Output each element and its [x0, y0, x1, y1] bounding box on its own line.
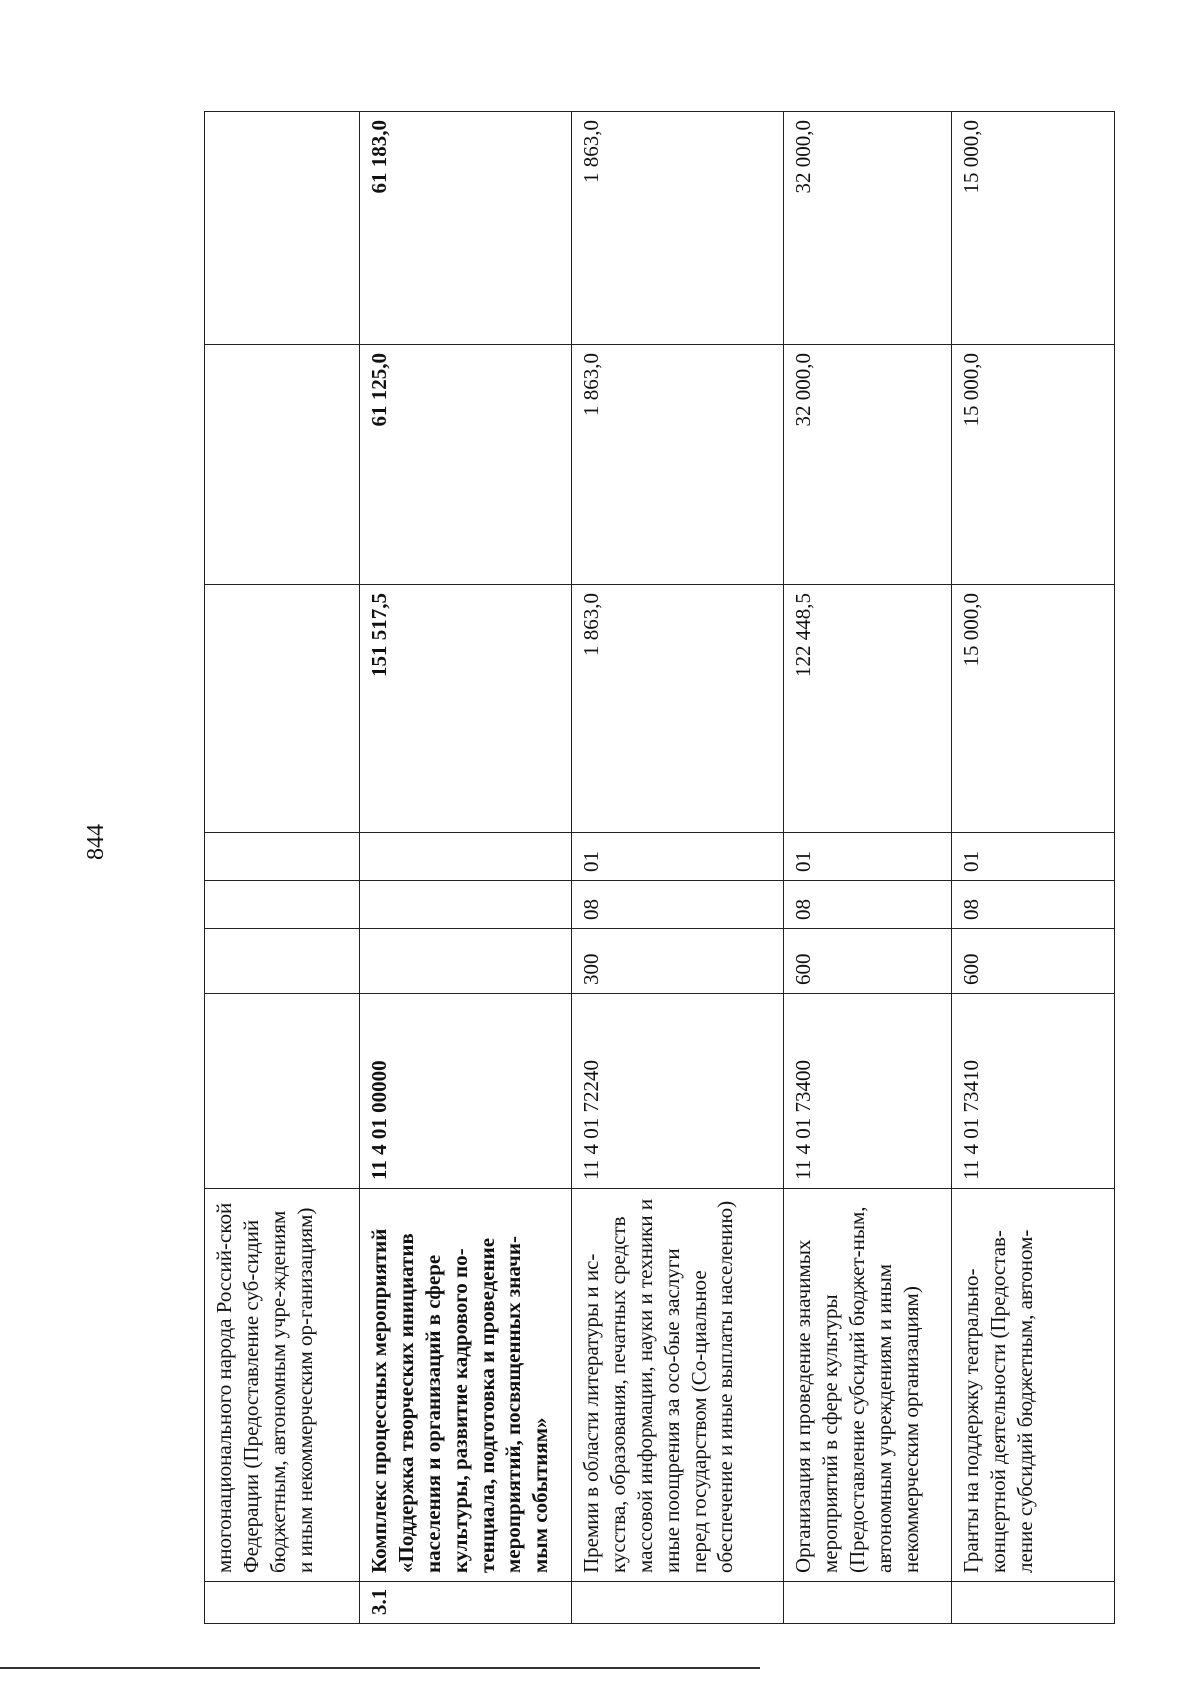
row-vr-code: 600: [952, 929, 1115, 994]
table-row: [360, 112, 572, 1624]
row-rz-code: 08: [784, 881, 952, 929]
bottom-rule-line: [0, 1667, 760, 1669]
budget-table-rotated: [204, 112, 1114, 1624]
row-name: Комплекс процессных мероприятий «Поддержка творческих инициатив населения и организаций в сфере культуры, развитие кадрового по-тенциала, подготовка и проведение мероприятий, посвященных значи-мым событиям»: [360, 1189, 572, 1582]
budget-table: [204, 111, 1115, 1624]
row-amount-year-2: 32 000,0: [784, 345, 952, 585]
row-amount-year-1: 1 863,0: [572, 585, 784, 833]
row-amount-year-1: 151 517,5: [360, 585, 572, 833]
row-amount-year-2: [205, 345, 360, 585]
row-vr-code: [205, 929, 360, 994]
row-amount-year-1: 15 000,0: [952, 585, 1115, 833]
row-number: [784, 1582, 952, 1624]
table-row: [572, 112, 784, 1624]
row-name: Организация и проведение значимых мероприятий в сфере культуры (Предоставление субсидий бюджет-ным, автономным учреждениям и иным некоммерческим организациям): [784, 1189, 952, 1582]
row-pr-code: 01: [572, 833, 784, 881]
row-rz-code: [360, 881, 572, 929]
row-csr-code: 11 4 01 73410: [952, 994, 1115, 1189]
row-amount-year-1: 122 448,5: [784, 585, 952, 833]
row-name: Гранты на поддержку театрально-концертной деятельности (Предостав-ление субсидий бюджетным, автоном-: [952, 1189, 1115, 1582]
table-row: [952, 112, 1115, 1624]
row-name: многонационального народа Россий-ской Федерации (Предоставление суб-сидий бюджетным, автономным учре-ждениям и иным некоммерческим ор-ганизациям): [205, 1189, 360, 1582]
row-number: 3.1: [360, 1582, 572, 1624]
row-amount-year-3: 32 000,0: [784, 112, 952, 345]
row-amount-year-3: 61 183,0: [360, 112, 572, 345]
row-pr-code: 01: [784, 833, 952, 881]
row-vr-code: 300: [572, 929, 784, 994]
row-csr-code: 11 4 01 00000: [360, 994, 572, 1189]
row-number: [572, 1582, 784, 1624]
row-number: [205, 1582, 360, 1624]
row-pr-code: [360, 833, 572, 881]
row-amount-year-2: 1 863,0: [572, 345, 784, 585]
row-rz-code: 08: [952, 881, 1115, 929]
table-row: [784, 112, 952, 1624]
row-name: Премии в области литературы и ис-кусства, образования, печатных средств массовой информации, науки и техники и иные поощрения за осо-бые заслуги перед государством (Со-циальное обеспечение и иные выплаты населению): [572, 1189, 784, 1582]
row-amount-year-1: [205, 585, 360, 833]
table-row: [205, 112, 360, 1624]
row-amount-year-3: 1 863,0: [572, 112, 784, 345]
row-csr-code: [205, 994, 360, 1189]
row-csr-code: 11 4 01 73400: [784, 994, 952, 1189]
row-rz-code: [205, 881, 360, 929]
row-vr-code: 600: [784, 929, 952, 994]
page-number: 844: [83, 824, 109, 860]
row-amount-year-3: [205, 112, 360, 345]
row-pr-code: [205, 833, 360, 881]
row-amount-year-2: 15 000,0: [952, 345, 1115, 585]
row-amount-year-2: 61 125,0: [360, 345, 572, 585]
row-pr-code: 01: [952, 833, 1115, 881]
row-number: [952, 1582, 1115, 1624]
row-vr-code: [360, 929, 572, 994]
row-rz-code: 08: [572, 881, 784, 929]
row-amount-year-3: 15 000,0: [952, 112, 1115, 345]
row-csr-code: 11 4 01 72240: [572, 994, 784, 1189]
